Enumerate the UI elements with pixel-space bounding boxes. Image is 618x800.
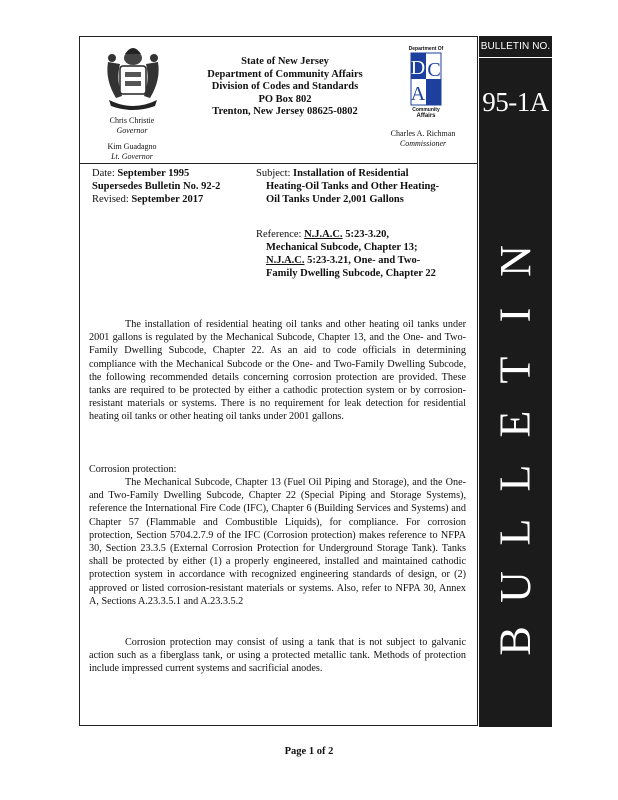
corrosion-heading: Corrosion protection: (89, 464, 177, 475)
reference-line-1 (256, 228, 471, 241)
reference-line-3 (256, 254, 471, 267)
letterhead-division: Division of Codes and Standards (211, 81, 359, 92)
letterhead-pobox: PO Box 802 (258, 93, 312, 105)
corrosion-paragraph: The Mechanical Subcode, Chapter 13 (Fuel Oil Piping and Storage), and the One- and Two-Family Dwelling Subcode, Chapter 22 (Special Piping and Storage Systems), reference the International Fire Code (IFC), Chapter 6 (Building Services and Systems) and Chapter 57 (Flammable and Combustible Liquids), for compliance. For corrosion protection, Section 5704.2.7.9 of the IFC (Corrosion protection) makes reference to NFPA 30, Section 23.3.5 (External Corrosion Protection for Underground Storage Tank). Tanks shall be protected by either (1) a properly engineered, installed and maintained cathodic protection system in accordance with recognized engineering standards of design, or (2) approved or listed corrosion-resistant materials or systems. Also, refer to NFPA 30, Annex A, Sections A.23.3.5.1 and A.23.3.5.2 (89, 477, 466, 607)
reference-text-1: 5:23-3.20, (345, 229, 389, 240)
bulletin-number: 95-1A (482, 87, 549, 117)
bulletin-letter-i: I (490, 307, 540, 323)
revised-value: September 2017 (131, 194, 204, 205)
letterhead (185, 56, 385, 119)
revised-label: Revised: (92, 194, 129, 205)
bulletin-no-label: BULLETIN NO. (480, 41, 551, 52)
reference-text-3: 5:23-3.21, One- and Two- (307, 255, 421, 266)
subject-text-2: Heating-Oil Tanks and Other Heating- (266, 181, 440, 192)
subject-label: Subject: (256, 168, 291, 179)
subject-block (256, 167, 471, 206)
bulletin-letter-b: B (490, 626, 540, 656)
dca-logo-icon (405, 44, 447, 118)
bulletin-letter-l2: L (490, 464, 540, 492)
governor-block (87, 116, 177, 136)
letterhead-city: Trenton, New Jersey 08625-0802 (212, 106, 358, 117)
reference-block (256, 228, 471, 280)
lt-governor-name: Kim Guadagno (107, 142, 157, 151)
logo-top-text: Department Of (408, 46, 444, 52)
letterhead-department: Department of Community Affairs (207, 68, 363, 80)
date-line (92, 167, 220, 180)
bulletin-letter-e: E (490, 410, 540, 438)
reference-code-1: N.J.A.C. (304, 229, 343, 240)
governor-name: Chris Christie (109, 116, 155, 125)
page-number: Page 1 of 2 (284, 746, 334, 757)
commissioner-name: Charles A. Richman (390, 129, 456, 138)
reference-label: Reference: (256, 229, 302, 240)
commissioner-block (378, 129, 468, 149)
bulletin-letter-u: U (490, 570, 540, 603)
supersedes-line (92, 180, 220, 193)
intro-paragraph: The installation of residential heating oil tanks and other heating oil tanks under 2001 gallons is regulated by the Mechanical Subcode, Chapter 13, and the One- and Two-Family Dwelling Subcode, Chapter 22. As an aid to code officials in determining compliance with the Mechanical Subcode or the One- and Two-Family Dwelling Subcode, the following recommended details concerning corrosion protection are provided. These tanks are required to be protected by either a cathodic protection system or by corrosion-resistant materials or systems. There is no requirement for leak detection for residential heating oil tanks or other heating oil tanks under 2001 gallons. (89, 319, 466, 423)
lt-governor-title: Lt. Governor (111, 152, 153, 161)
supersedes-value: Supersedes Bulletin No. 92-2 (92, 181, 221, 192)
sidebar-rule (479, 57, 552, 58)
bulletin-vertical-word (479, 241, 552, 661)
header-divider (79, 163, 478, 164)
governor-title: Governor (116, 126, 148, 135)
date-label: Date: (92, 168, 115, 179)
logo-letter-a: A (410, 83, 426, 105)
revised-line (92, 193, 220, 206)
logo-bottom-text-2: Affairs (416, 113, 436, 118)
subject-text-1: Installation of Residential (293, 168, 409, 179)
commissioner-title: Commissioner (399, 139, 447, 148)
lt-governor-block (87, 142, 177, 162)
logo-letter-d: D (410, 57, 426, 79)
subject-text-3: Oil Tanks Under 2,001 Gallons (266, 194, 404, 205)
reference-text-4: Family Dwelling Subcode, Chapter 22 (266, 268, 436, 279)
methods-paragraph: Corrosion protection may consist of using a tank that is not subject to galvanic action such as a fiberglass tank, or using a protected metallic tank. Methods of protection include impressed current systems and sacrificial anodes. (89, 637, 466, 675)
date-value: September 1995 (117, 168, 190, 179)
reference-text-2: Mechanical Subcode, Chapter 13; (266, 242, 418, 253)
bulletin-letter-l1: L (490, 518, 540, 546)
reference-code-2: N.J.A.C. (266, 255, 305, 266)
logo-letter-c: C (427, 59, 441, 81)
bulletin-letter-t: T (490, 356, 540, 384)
bulletin-meta (92, 167, 220, 206)
subject-line-1 (256, 167, 471, 180)
bulletin-sidebar (479, 36, 552, 727)
nj-state-seal-icon (103, 44, 163, 110)
logo-bottom-text-1: Community (412, 107, 440, 113)
bulletin-letter-n: N (490, 245, 540, 277)
letterhead-state: State of New Jersey (241, 56, 329, 67)
